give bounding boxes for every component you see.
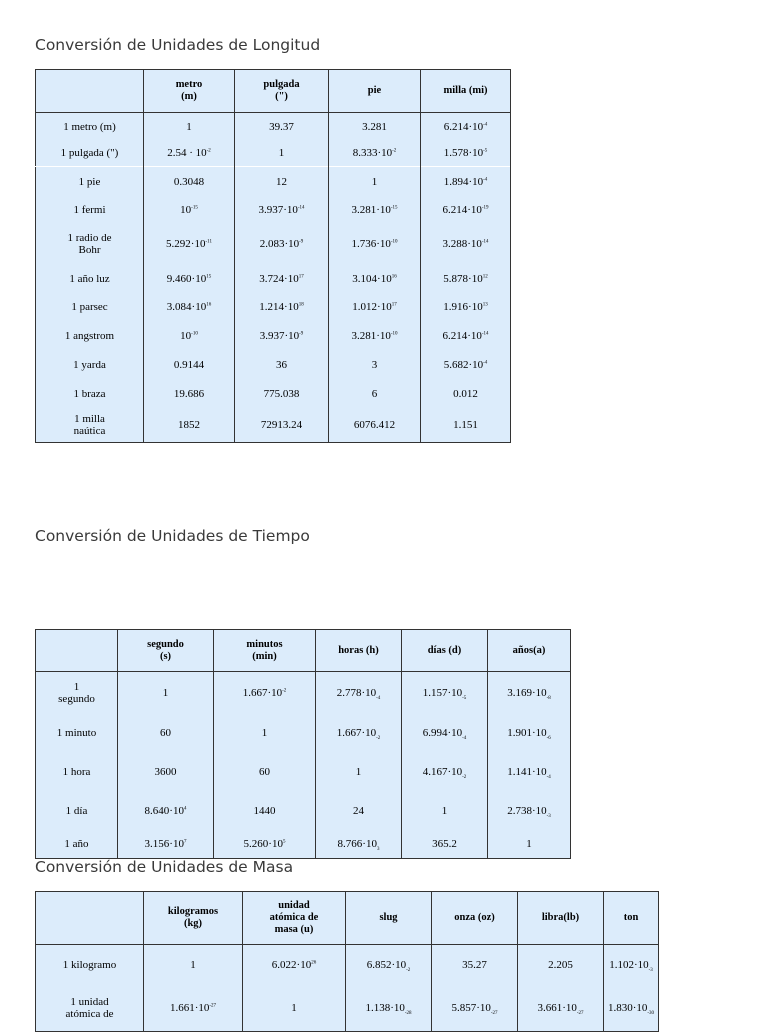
table-row [36,986,659,1032]
exponent: 17 [298,273,304,279]
row-label [36,792,118,831]
table-cell [329,113,421,141]
cell-value: 1 yarda [73,359,106,371]
table-cell [421,197,511,223]
cell-value: 60 [259,766,270,778]
table-cell [421,113,511,141]
exponent: -2 [282,688,287,694]
cell-value: 5.260·10 [243,838,283,851]
exponent: -10 [390,238,398,244]
table-cell [329,293,421,322]
cell-value: 1 [355,766,362,778]
column-header: milla (mi) [421,70,511,113]
table-cell [144,197,235,223]
exponent: -4 [483,177,488,183]
table-cell [214,714,316,753]
table-row [36,293,511,322]
header-row [36,70,511,113]
exponent: 13 [482,302,488,308]
table-cell [118,753,214,792]
exponent: -10 [191,331,198,337]
cell-value: 5.682·10 [443,359,484,371]
exponent: 7 [183,839,187,845]
table-cell [329,351,421,380]
cell-value: 0.9144 [173,359,205,371]
column-header: libra(lb) [518,892,604,945]
table-cell [118,792,214,831]
cell-value: 24 [353,805,364,817]
cell-value: 1 año [64,838,89,851]
cell-value: 1.916·10 [443,301,483,313]
cell-value: 1.012·10 [352,301,392,313]
cell-value: 1 [186,120,192,133]
column-header: onza (oz) [432,892,518,945]
table-cell [144,986,243,1032]
table-cell [518,945,604,986]
exponent: -5 [483,148,488,154]
table-row [36,831,571,859]
cell-value: 1 metro (m) [63,120,116,133]
table-cell [144,113,235,141]
table-cell [402,714,488,753]
cell-value: 1 fermi [73,203,106,216]
table-cell [235,351,329,380]
cell-value: 1 minuto [56,727,97,739]
cell-value: 3.937·10 [259,330,300,342]
table-cell [214,672,316,714]
cell-value: 1.141·10 [507,765,547,778]
cell-value: 1 milla naútica [73,412,106,437]
cell-value: 1 [190,959,196,972]
table-row [36,351,511,380]
cell-value: 0.012 [453,387,478,400]
cell-value: 1.830·10 [607,1002,648,1015]
cell-value: 1 [371,175,378,188]
cell-value: 1 pulgada (") [60,147,119,160]
table-cell [144,293,235,322]
cell-value: 3.288·10 [442,237,482,250]
exponent: 16 [391,273,397,279]
row-label [36,408,144,443]
cell-value: 6.214·10 [443,120,484,133]
cell-value: 3.169·10 [507,686,547,699]
cell-value: 1 [291,1002,297,1015]
column-header: kilogramos (kg) [144,892,243,945]
exponent: -3 [546,814,551,820]
table-row [36,672,571,714]
cell-value: 5.878·10 [443,272,483,285]
exponent: -14 [297,204,305,210]
cell-value: 3.156·10 [144,838,184,851]
cell-value: 1.894·10 [443,175,484,188]
table-cell [402,792,488,831]
table-cell [235,223,329,265]
header-row [36,892,659,945]
table-cell [346,945,432,986]
cell-value: 775.038 [263,387,300,400]
table-cell [421,293,511,322]
table-row [36,792,571,831]
exponent: -4 [462,736,467,742]
mass-section-title: Conversión de Unidades de Masa [35,858,294,876]
cell-value: 1.736·10 [351,237,391,250]
cell-value: 1.667·10 [336,726,377,739]
table-cell [118,831,214,859]
table-cell [235,141,329,167]
cell-value: 3.937·10 [258,203,298,216]
table-cell [214,792,316,831]
table-cell [243,945,346,986]
table-row [36,945,659,986]
table-cell [488,714,571,753]
row-label [36,986,144,1032]
exponent: -8 [546,695,551,701]
table-cell [144,408,235,443]
cell-value: 3600 [154,766,177,778]
table-cell [421,223,511,265]
column-header: días (d) [402,630,488,672]
cell-value: 2.083·10 [259,237,300,250]
column-header: segundo (s) [118,630,214,672]
cell-value: 1 [278,147,285,160]
table-cell [421,408,511,443]
table-cell [604,986,659,1032]
table-cell [144,167,235,197]
exponent: -30 [647,1011,655,1017]
cell-value: 1 hora [62,766,91,778]
exponent: -15 [390,204,398,210]
exponent: -2 [206,148,211,154]
exponent: 26 [311,960,317,966]
table-cell [329,223,421,265]
cell-value: 1 [261,727,268,739]
table-cell [346,986,432,1032]
cell-value: 3.281·10 [351,330,391,342]
exponent: -2 [376,736,381,742]
table-cell [144,322,235,351]
row-label [36,141,144,167]
cell-value: 6.022·10 [271,959,312,972]
table-cell [235,167,329,197]
exponent: -2 [392,148,397,154]
table-cell [118,714,214,753]
table-cell [604,945,659,986]
cell-value: 36 [276,359,287,371]
cell-value: 2.778·10 [336,686,377,699]
cell-value: 1.102·10 [609,959,649,972]
cell-value: 3.104·10 [352,272,392,285]
exponent: -9 [299,238,304,244]
exponent: -27 [490,1011,498,1017]
table-row [36,197,511,223]
time-section-title: Conversión de Unidades de Tiempo [35,527,310,545]
exponent: 5 [282,839,286,845]
cell-value: 1.138·10 [365,1002,405,1015]
exponent: 3 [376,847,380,853]
cell-value: 10 [180,330,192,342]
cell-value: 3.724·10 [259,272,299,285]
table-cell [329,408,421,443]
cell-value: 6.214·10 [442,203,482,216]
column-header: pulgada (") [235,70,329,113]
cell-value: 1440 [253,805,276,817]
cell-value: 1.578·10 [443,147,484,160]
cell-value: 35.27 [462,959,487,972]
cell-value: 6.852·10 [366,959,407,972]
table-cell [144,265,235,293]
row-label [36,380,144,408]
table-cell [144,141,235,167]
table-cell [235,113,329,141]
table-cell [235,293,329,322]
exponent: -15 [191,204,198,210]
table-row [36,167,511,197]
row-label [36,265,144,293]
cell-value: 1 día [65,805,88,817]
row-label [36,293,144,322]
table-cell [402,831,488,859]
table-cell [316,714,402,753]
table-cell [235,322,329,351]
table-cell [329,197,421,223]
cell-value: 9.460·10 [166,272,207,285]
exponent: 15 [206,273,212,279]
cell-value: 2.205 [548,959,573,972]
cell-value: 2.54 · 10 [167,147,207,160]
table-row [36,113,511,141]
cell-value: 365.2 [432,838,457,851]
exponent: -3 [648,968,653,974]
table-cell [488,792,571,831]
column-header: slug [346,892,432,945]
time-conversion-table [35,629,571,859]
table-cell [421,380,511,408]
exponent: -10 [390,331,398,337]
exponent: -4 [483,360,488,366]
cell-value: 6.214·10 [442,330,482,342]
table-cell [421,141,511,167]
table-row [36,141,511,167]
cell-value: 39.37 [269,120,294,133]
table-cell [144,351,235,380]
exponent: -14 [481,331,489,337]
table-cell [316,831,402,859]
cell-value: 10 [180,203,192,216]
table-cell [402,672,488,714]
column-header: minutos (min) [214,630,316,672]
table-cell [316,672,402,714]
row-label [36,223,144,265]
length-conversion-table [35,69,511,443]
column-header: ton [604,892,659,945]
table-cell [235,197,329,223]
row-label [36,197,144,223]
table-cell [421,167,511,197]
column-header: metro (m) [144,70,235,113]
cell-value: 3.661·10 [537,1002,577,1015]
table-cell [421,265,511,293]
table-cell [488,672,571,714]
column-header [36,892,144,945]
cell-value: 2.738·10 [507,804,547,817]
cell-value: 5.857·10 [451,1002,491,1015]
exponent: -27 [209,1003,217,1009]
table-cell [235,408,329,443]
row-label [36,831,118,859]
exponent: 16 [206,302,212,308]
table-row [36,322,511,351]
cell-value: 6076.412 [353,418,396,431]
table-row [36,714,571,753]
row-label [36,672,118,714]
cell-value: 12 [276,175,287,188]
table-cell [329,167,421,197]
exponent: -19 [481,204,489,210]
table-cell [316,753,402,792]
table-row [36,753,571,792]
table-cell [243,986,346,1032]
cell-value: 5.292·10 [166,237,206,250]
table-cell [402,753,488,792]
exponent: 17 [391,302,397,308]
table-cell [488,831,571,859]
cell-value: 1 pie [78,175,101,188]
table-cell [118,672,214,714]
cell-value: 1.151 [453,418,478,431]
table-cell [421,322,511,351]
column-header: años(a) [488,630,571,672]
cell-value: 1852 [178,418,200,431]
row-label [36,167,144,197]
table-cell [316,792,402,831]
table-cell [329,265,421,293]
column-header: unidad atómica de masa (u) [243,892,346,945]
table-cell [144,380,235,408]
exponent: -2 [462,775,467,781]
row-label [36,113,144,141]
cell-value: 1 parsec [71,301,108,313]
length-section-title: Conversión de Unidades de Longitud [35,36,321,54]
table-cell [518,986,604,1032]
column-header [36,630,118,672]
exponent: -27 [576,1011,584,1017]
exponent: 12 [482,273,488,279]
table-cell [488,753,571,792]
cell-value: 8.333·10 [352,147,393,160]
cell-value: 6.994·10 [422,726,463,739]
table-row [36,223,511,265]
table-cell [144,945,243,986]
cell-value: 1 [162,686,169,699]
row-label [36,753,118,792]
cell-value: 1 braza [73,387,106,400]
cell-value: 3.084·10 [166,301,207,313]
cell-value: 8.640·10 [144,805,184,817]
exponent: -6 [546,736,551,742]
cell-value: 1 unidad atómica de [65,996,114,1021]
table-row [36,408,511,443]
cell-value: 1.214·10 [259,301,299,313]
cell-value: 72913.24 [260,418,303,431]
exponent: 4 [183,806,187,812]
cell-value: 3.281·10 [351,203,391,216]
cell-value: 3 [371,359,378,371]
exponent: 18 [298,302,304,308]
mass-conversion-table [35,891,659,1032]
row-label [36,322,144,351]
cell-value: 1 [441,805,448,817]
cell-value: 1.661·10 [169,1002,210,1015]
exponent: -11 [205,238,212,244]
exponent: -28 [404,1011,412,1017]
table-cell [214,753,316,792]
row-label [36,351,144,380]
cell-value: 8.766·10 [337,838,377,851]
table-cell [329,380,421,408]
header-row [36,630,571,672]
cell-value: 1 angstrom [64,330,115,342]
table-cell [329,322,421,351]
table-cell [235,265,329,293]
table-cell [432,986,518,1032]
column-header: horas (h) [316,630,402,672]
table-cell [432,945,518,986]
table-row [36,265,511,293]
cell-value: 6 [371,387,378,400]
table-row [36,380,511,408]
table-cell [329,141,421,167]
row-label [36,945,144,986]
column-header [36,70,144,113]
exponent: -2 [406,968,411,974]
cell-value: 3.281 [362,120,387,133]
exponent: -4 [376,695,381,701]
cell-value: 1 segundo [58,680,95,705]
row-label [36,714,118,753]
cell-value: 1.901·10 [507,726,547,739]
column-header: pie [329,70,421,113]
exponent: -5 [462,695,467,701]
cell-value: 60 [160,727,171,739]
exponent: -4 [546,775,551,781]
table-cell [235,380,329,408]
cell-value: 19.686 [173,387,205,400]
exponent: -14 [481,238,489,244]
cell-value: 1.667·10 [242,686,283,699]
cell-value: 1 [526,838,532,851]
cell-value: 4.167·10 [422,765,463,778]
cell-value: 1 año luz [69,272,110,285]
cell-value: 0.3048 [173,175,205,188]
table-cell [421,351,511,380]
table-cell [214,831,316,859]
exponent: -4 [483,122,488,128]
cell-value: 1 radio de Bohr [67,231,112,256]
cell-value: 1 kilogramo [62,959,117,972]
table-cell [144,223,235,265]
exponent: -9 [299,331,304,337]
cell-value: 1.157·10 [422,686,463,699]
